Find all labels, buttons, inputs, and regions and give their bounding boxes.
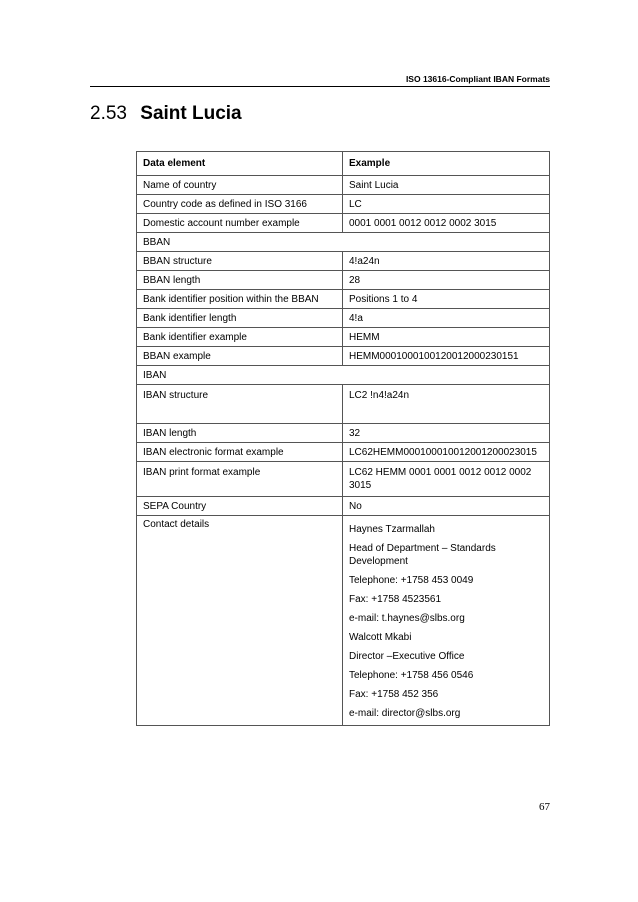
table-row <box>137 252 550 271</box>
table-row <box>137 214 550 233</box>
table-row <box>137 497 550 516</box>
contact-line: e-mail: director@slbs.org <box>349 708 461 719</box>
contact-details-value <box>343 516 550 726</box>
contact-line: Director –Executive Office <box>349 651 465 662</box>
row-label: Domestic account number example <box>137 214 343 233</box>
table-row <box>137 347 550 366</box>
row-label: Bank identifier length <box>137 309 343 328</box>
contact-line: Haynes Tzarmallah <box>349 524 435 535</box>
table-row <box>137 309 550 328</box>
column-header-data-element: Data element <box>137 152 343 176</box>
contact-line: Walcott Mkabi <box>349 632 412 643</box>
table-row <box>137 424 550 443</box>
section-number: 2.53 <box>90 103 127 124</box>
table-row <box>137 462 550 497</box>
row-value: LC2 !n4!a24n <box>343 385 550 424</box>
header-rule <box>90 86 550 87</box>
section-label-iban: IBAN <box>137 366 550 385</box>
section-label-bban: BBAN <box>137 233 550 252</box>
section-heading <box>90 103 242 125</box>
row-label: BBAN structure <box>137 252 343 271</box>
table-row <box>137 176 550 195</box>
row-value: LC62HEMM000100010012001200023015 <box>343 443 550 462</box>
row-value: 32 <box>343 424 550 443</box>
table-row <box>137 443 550 462</box>
table-row <box>137 328 550 347</box>
table-row <box>137 271 550 290</box>
row-label: Bank identifier example <box>137 328 343 347</box>
contact-line: Telephone: +1758 456 0546 <box>349 670 474 681</box>
row-value: 0001 0001 0012 0012 0002 3015 <box>343 214 550 233</box>
table-section-row <box>137 366 550 385</box>
table-row <box>137 195 550 214</box>
row-label: IBAN print format example <box>137 462 343 497</box>
row-label: Name of country <box>137 176 343 195</box>
table-section-row <box>137 233 550 252</box>
row-value: Saint Lucia <box>343 176 550 195</box>
page-number: 67 <box>539 801 550 813</box>
row-label: IBAN electronic format example <box>137 443 343 462</box>
table-row-contact <box>137 516 550 726</box>
contact-lines <box>349 523 543 720</box>
row-value: 4!a <box>343 309 550 328</box>
row-value: Positions 1 to 4 <box>343 290 550 309</box>
table-header-row <box>137 152 550 176</box>
row-label: BBAN length <box>137 271 343 290</box>
row-label: IBAN length <box>137 424 343 443</box>
running-header: ISO 13616-Compliant IBAN Formats <box>405 74 550 84</box>
section-title: Saint Lucia <box>140 103 242 124</box>
row-value: LC62 HEMM 0001 0001 0012 0012 0002 3015 <box>343 462 550 497</box>
iban-format-table <box>136 151 550 726</box>
row-label: SEPA Country <box>137 497 343 516</box>
row-label: Contact details <box>137 516 343 726</box>
contact-line: Fax: +1758 452 356 <box>349 689 439 700</box>
row-value: HEMM0001000100120012000230151 <box>343 347 550 366</box>
row-label: IBAN structure <box>137 385 343 424</box>
contact-line: Fax: +1758 4523561 <box>349 594 442 605</box>
row-value: 28 <box>343 271 550 290</box>
contact-line: e-mail: t.haynes@slbs.org <box>349 613 465 624</box>
row-value: No <box>343 497 550 516</box>
row-label: Bank identifier position within the BBAN <box>137 290 343 309</box>
row-value: HEMM <box>343 328 550 347</box>
contact-line: Head of Department – Standards Development <box>349 543 496 567</box>
table-row <box>137 290 550 309</box>
row-label: Country code as defined in ISO 3166 <box>137 195 343 214</box>
column-header-example: Example <box>343 152 550 176</box>
contact-line: Telephone: +1758 453 0049 <box>349 575 474 586</box>
row-value: 4!a24n <box>343 252 550 271</box>
row-label: BBAN example <box>137 347 343 366</box>
table-row <box>137 385 550 424</box>
row-value: LC <box>343 195 550 214</box>
